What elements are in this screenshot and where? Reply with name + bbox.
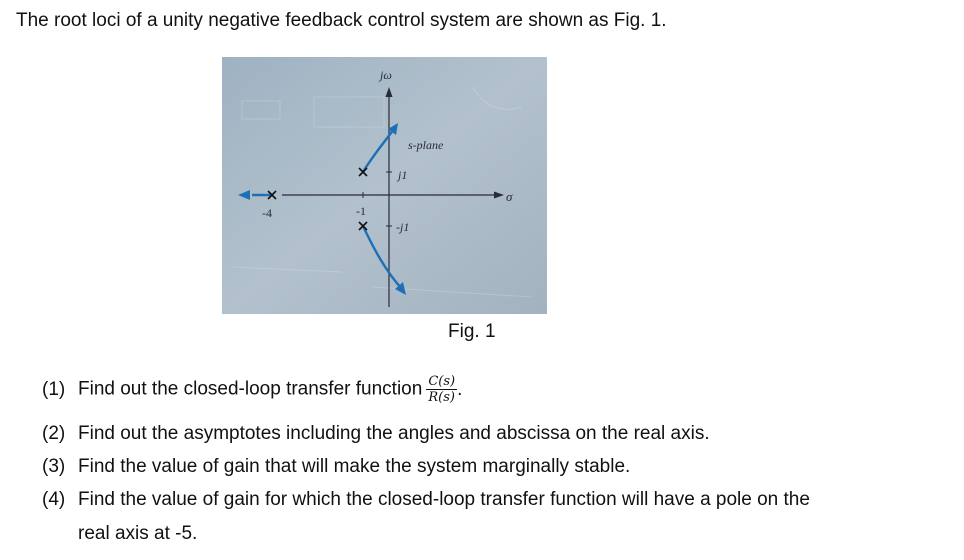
label-neg-1: -1 <box>356 204 366 218</box>
figure-background <box>222 57 547 314</box>
label-j1: j1 <box>398 168 408 182</box>
root-locus-figure <box>222 57 547 314</box>
question-1 <box>42 374 462 405</box>
question-suffix: . <box>457 378 463 400</box>
question-text: Find out the asymptotes including the angles and abscissa on the real axis. <box>78 423 710 444</box>
intro-text: The root loci of a unity negative feedback control system are shown as Fig. 1. <box>16 10 667 31</box>
question-number: (2) <box>42 423 66 444</box>
question-text: Find out the closed-loop transfer function <box>78 378 423 400</box>
label-s-plane: s-plane <box>408 138 444 152</box>
label-sigma: σ <box>506 189 513 204</box>
question-4 <box>42 487 810 513</box>
label-neg-j1: -j1 <box>396 220 410 234</box>
question-number: (3) <box>42 456 66 477</box>
question-number: (1) <box>42 378 66 400</box>
question-text: Find the value of gain that will make the system marginally stable. <box>78 456 631 477</box>
question-3 <box>42 454 630 480</box>
figure-caption: Fig. 1 <box>448 321 496 342</box>
fraction-denominator: R(s) <box>428 390 455 405</box>
question-2 <box>42 421 710 447</box>
question-number: (4) <box>42 489 66 510</box>
fraction-numerator: C(s) <box>428 374 456 389</box>
transfer-function-fraction <box>426 374 457 405</box>
label-neg-4: -4 <box>262 206 272 220</box>
label-j-omega: jω <box>380 68 392 82</box>
question-text: Find the value of gain for which the closed-loop transfer function will have a pole on the <box>78 489 810 510</box>
question-4-continuation: real axis at -5. <box>78 523 198 544</box>
